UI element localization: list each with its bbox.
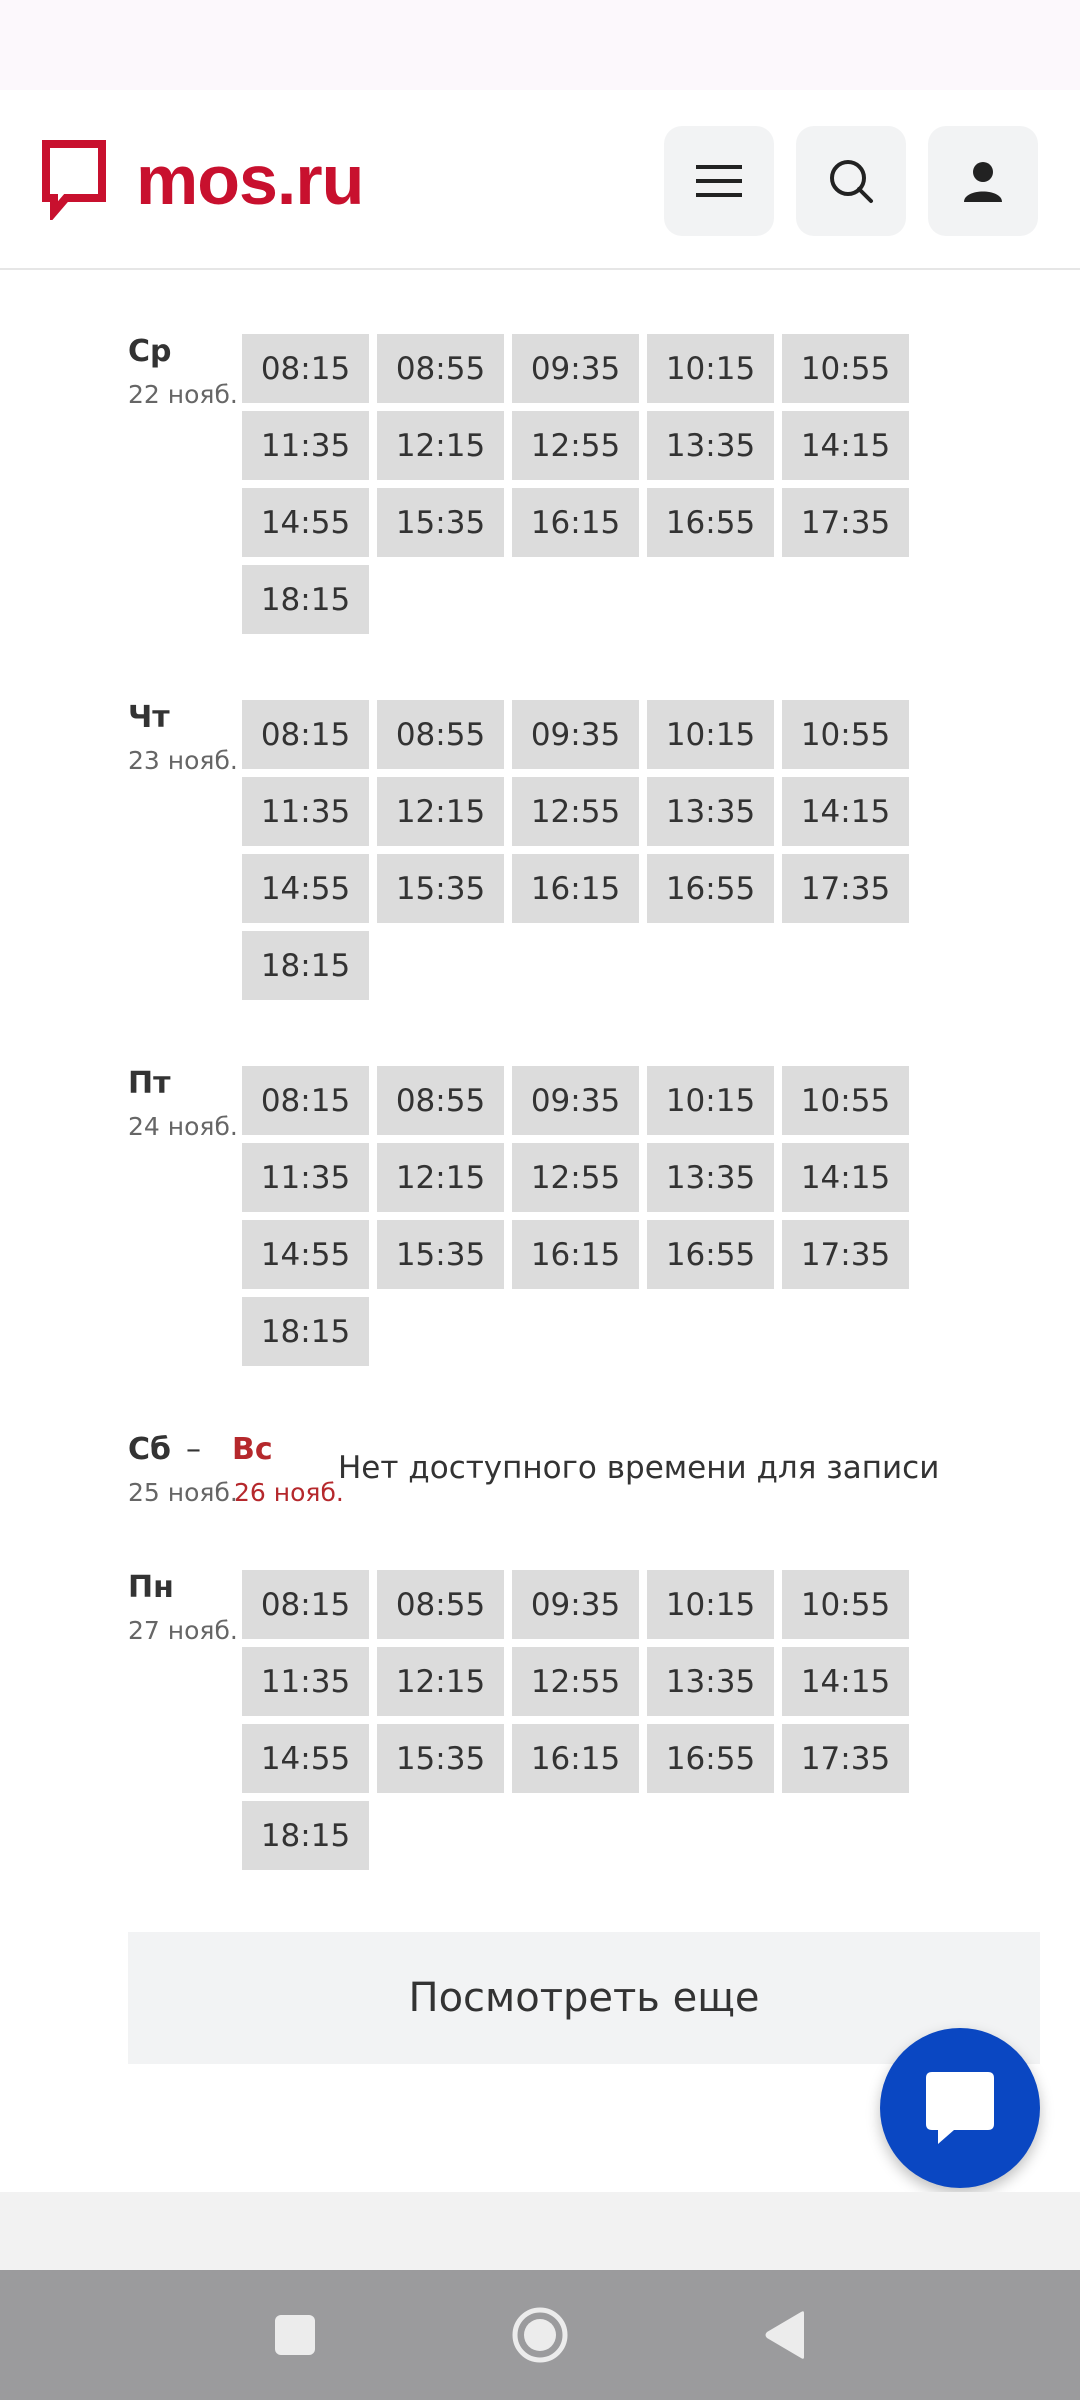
time-slot[interactable]: 14:15 <box>782 777 909 846</box>
day-date: 27 нояб. <box>128 1616 238 1645</box>
time-slot[interactable]: 10:15 <box>647 1066 774 1135</box>
time-slot[interactable]: 10:55 <box>782 334 909 403</box>
time-slot[interactable]: 08:55 <box>377 334 504 403</box>
time-slot[interactable]: 10:15 <box>647 334 774 403</box>
time-slot[interactable]: 15:35 <box>377 854 504 923</box>
time-slot[interactable]: 10:15 <box>647 700 774 769</box>
time-slot[interactable]: 16:55 <box>647 1724 774 1793</box>
time-slot[interactable]: 12:55 <box>512 1647 639 1716</box>
time-slot[interactable]: 12:15 <box>377 411 504 480</box>
time-slot[interactable]: 17:35 <box>782 1220 909 1289</box>
day-name: Чт <box>128 700 170 735</box>
time-slot[interactable]: 14:55 <box>242 1220 369 1289</box>
time-slot[interactable]: 17:35 <box>782 1724 909 1793</box>
day-date: 24 нояб. <box>128 1112 238 1141</box>
time-slot[interactable]: 12:15 <box>377 1647 504 1716</box>
logo[interactable] <box>42 140 363 220</box>
time-slot[interactable]: 10:15 <box>647 1570 774 1639</box>
time-slot[interactable]: 12:55 <box>512 777 639 846</box>
menu-button[interactable] <box>664 126 774 236</box>
time-slot[interactable]: 08:55 <box>377 1570 504 1639</box>
time-slot[interactable]: 18:15 <box>242 931 369 1000</box>
time-slots <box>242 334 942 634</box>
time-slot[interactable]: 16:55 <box>647 488 774 557</box>
time-slot[interactable]: 09:35 <box>512 1570 639 1639</box>
time-slot[interactable]: 15:35 <box>377 488 504 557</box>
day-name: Ср <box>128 334 172 369</box>
time-slot[interactable]: 11:35 <box>242 1143 369 1212</box>
time-slot[interactable]: 11:35 <box>242 1647 369 1716</box>
chat-bubble-icon <box>924 2070 996 2146</box>
time-slot[interactable]: 16:15 <box>512 854 639 923</box>
time-slot[interactable]: 17:35 <box>782 854 909 923</box>
time-slot[interactable]: 12:55 <box>512 1143 639 1212</box>
profile-button[interactable] <box>928 126 1038 236</box>
time-slot[interactable]: 15:35 <box>377 1724 504 1793</box>
time-slot[interactable]: 14:15 <box>782 1647 909 1716</box>
time-slot[interactable]: 08:15 <box>242 1066 369 1135</box>
time-slot[interactable]: 16:15 <box>512 488 639 557</box>
time-slot[interactable]: 13:35 <box>647 1647 774 1716</box>
triangle-back-icon <box>762 2310 808 2360</box>
time-slot[interactable]: 08:15 <box>242 1570 369 1639</box>
weekend-start-name: Сб <box>128 1432 171 1467</box>
time-slot[interactable]: 16:15 <box>512 1724 639 1793</box>
time-slot[interactable]: 14:55 <box>242 854 369 923</box>
time-slot[interactable]: 11:35 <box>242 777 369 846</box>
time-slot[interactable]: 08:15 <box>242 700 369 769</box>
no-time-message: Нет доступного времени для записи <box>338 1450 940 1486</box>
hamburger-icon <box>696 163 742 199</box>
time-slot[interactable]: 15:35 <box>377 1220 504 1289</box>
status-bar <box>0 0 1080 90</box>
time-slot[interactable]: 08:55 <box>377 700 504 769</box>
time-slot[interactable]: 14:55 <box>242 488 369 557</box>
chat-button[interactable] <box>880 2028 1040 2188</box>
day-name: Пт <box>128 1066 171 1101</box>
weekend-end-date: 26 нояб. <box>234 1478 344 1507</box>
time-slots <box>242 1066 942 1366</box>
time-slot[interactable]: 10:55 <box>782 1066 909 1135</box>
time-slot[interactable]: 16:55 <box>647 854 774 923</box>
time-slot[interactable]: 12:15 <box>377 1143 504 1212</box>
time-slot[interactable]: 16:55 <box>647 1220 774 1289</box>
time-slot[interactable]: 18:15 <box>242 1297 369 1366</box>
show-more-button[interactable]: Посмотреть еще <box>128 1932 1040 2064</box>
page-footer <box>0 2192 1080 2270</box>
home-button[interactable] <box>505 2300 575 2370</box>
search-icon <box>828 158 874 204</box>
day-date: 22 нояб. <box>128 380 238 409</box>
day-date: 23 нояб. <box>128 746 238 775</box>
time-slot[interactable]: 08:15 <box>242 334 369 403</box>
time-slot[interactable]: 12:55 <box>512 411 639 480</box>
time-slot[interactable]: 08:55 <box>377 1066 504 1135</box>
square-icon <box>274 2314 316 2356</box>
time-slot[interactable]: 13:35 <box>647 411 774 480</box>
time-slot[interactable]: 18:15 <box>242 565 369 634</box>
logo-mark-icon <box>42 140 106 220</box>
time-slot[interactable]: 13:35 <box>647 1143 774 1212</box>
weekend-separator: – <box>186 1432 201 1467</box>
time-slots <box>242 700 942 1000</box>
circle-icon <box>511 2306 569 2364</box>
user-icon <box>962 160 1004 202</box>
time-slot[interactable]: 13:35 <box>647 777 774 846</box>
time-slot[interactable]: 10:55 <box>782 700 909 769</box>
logo-text: mos.ru <box>136 141 364 219</box>
time-slot[interactable]: 11:35 <box>242 411 369 480</box>
time-slot[interactable]: 14:15 <box>782 1143 909 1212</box>
time-slot[interactable]: 09:35 <box>512 700 639 769</box>
time-slot[interactable]: 14:55 <box>242 1724 369 1793</box>
time-slot[interactable]: 09:35 <box>512 1066 639 1135</box>
time-slot[interactable]: 12:15 <box>377 777 504 846</box>
weekend-start-date: 25 нояб. <box>128 1478 238 1507</box>
back-button[interactable] <box>750 2300 820 2370</box>
time-slot[interactable]: 18:15 <box>242 1801 369 1870</box>
day-name: Пн <box>128 1570 174 1605</box>
time-slots <box>242 1570 942 1870</box>
weekend-end-name: Вс <box>232 1432 273 1467</box>
recents-button[interactable] <box>260 2300 330 2370</box>
time-slot[interactable]: 10:55 <box>782 1570 909 1639</box>
search-button[interactable] <box>796 126 906 236</box>
time-slot[interactable]: 16:15 <box>512 1220 639 1289</box>
time-slot[interactable]: 17:35 <box>782 488 909 557</box>
time-slot[interactable]: 14:15 <box>782 411 909 480</box>
site-header <box>0 90 1080 270</box>
time-slot[interactable]: 09:35 <box>512 334 639 403</box>
system-nav-bar <box>0 2270 1080 2400</box>
